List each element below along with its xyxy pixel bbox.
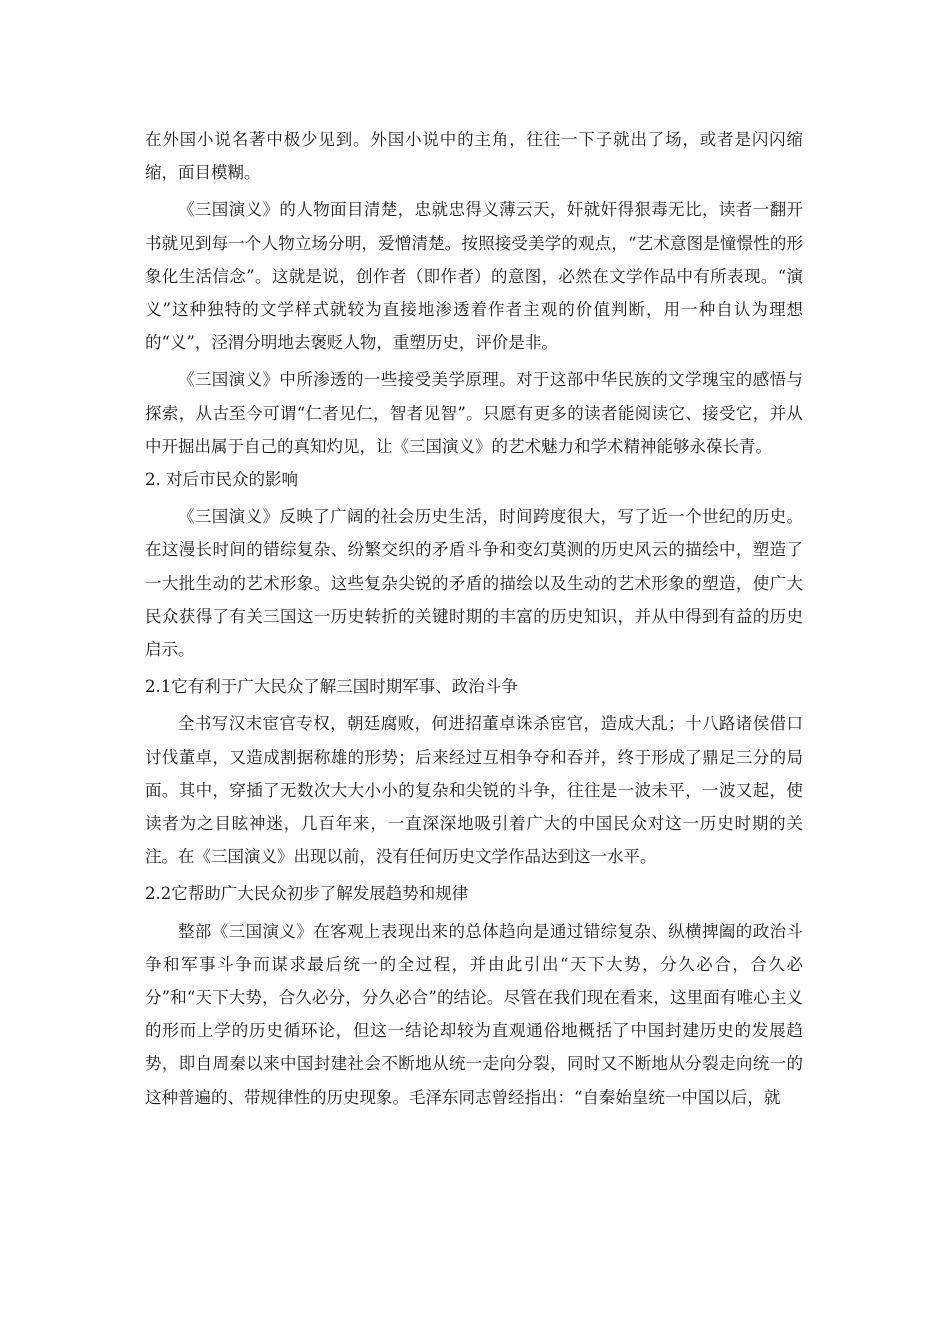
section-heading-2: 2. 对后市民众的影响 xyxy=(145,470,298,490)
paragraph-character-portrayal: 《三国演义》的人物面目清楚，忠就忠得义薄云天，奸就奸得狠毒无比，读者一翻开书就见到每一个人物立场分明，爱憎清楚。按照接受美学的观点，“艺术意图是憧憬性的形象化生活信念”。这就是说，创作者（即作者）的意图，必然在文学作品中有所表现。“演义”这种独特的文学样式就较为直接地渗透着作者主观的价值判断，用一种自认为理想的“义”，泾渭分明地去褒贬人物，重塑历史，评价是非。 xyxy=(145,200,803,353)
paragraph-social-history: 《三国演义》反映了广阔的社会历史生活，时间跨度很大，写了近一个世纪的历史。在这漫长时间的错综复杂、纷繁交织的矛盾斗争和变幻莫测的历史风云的描绘中，塑造了一大批生动的艺术形象。这些复杂尖锐的矛盾的描绘以及生动的艺术形象的塑造，使广大民众获得了有关三国这一历史转折的关键时期的丰富的历史知识，并从中得到有益的历史启示。 xyxy=(145,507,803,660)
paragraph-reception-aesthetics: 《三国演义》中所渗透的一些接受美学原理。对于这部中华民族的文学瑰宝的感悟与探索，从古至今可谓“仁者见仁，智者见智”。只愿有更多的读者能阅读它、接受它，并从中开掘出属于自己的真知灼见，让《三国演义》的艺术魅力和学术精神能够永葆长青。 xyxy=(145,370,803,456)
subsection-heading-2-1: 2.1它有利于广大民众了解三国时期军事、政治斗争 xyxy=(145,677,518,697)
paragraph-historical-trends: 整部《三国演义》在客观上表现出来的总体趋向是通过错综复杂、纵横捭阖的政治斗争和军事斗争而谋求最后统一的全过程，并由此引出“天下大势，分久必合，合久必分”和“天下大势，合久必分，分久必合”的结论。尽管在我们现在看来，这里面有唯心主义的形而上学的历史循环论，但这一结论却较为直观通俗地概括了中国封建历史的发展趋势，即自周秦以来中国封建社会不断地从统一走向分裂，同时又不断地从分裂走向统一的这种普遍的、带规律性的历史现象。毛泽东同志曾经指出：“自秦始皇统一中国以后，就 xyxy=(145,921,803,1107)
subsection-heading-2-2: 2.2它帮助广大民众初步了解发展趋势和规律 xyxy=(145,884,469,904)
document-body xyxy=(145,123,803,1114)
paragraph-continuation: 在外国小说名著中极少见到。外国小说中的主角，往往一下子就出了场，或者是闪闪缩缩，面目模糊。 xyxy=(145,130,803,183)
paragraph-military-politics: 全书写汉末宦官专权，朝廷腐败，何进招董卓诛杀宦官，造成大乱；十八路诸侯借口讨伐董卓，又造成割据称雄的形势；后来经过互相争夺和吞并，终于形成了鼎足三分的局面。其中，穿插了无数次大大小小的复杂和尖锐的斗争，往往是一波未平，一波又起，使读者为之目眩神迷，几百年来，一直深深地吸引着广大的中国民众对这一历史时期的关注。在《三国演义》出现以前，没有任何历史文学作品达到这一水平。 xyxy=(145,714,803,867)
